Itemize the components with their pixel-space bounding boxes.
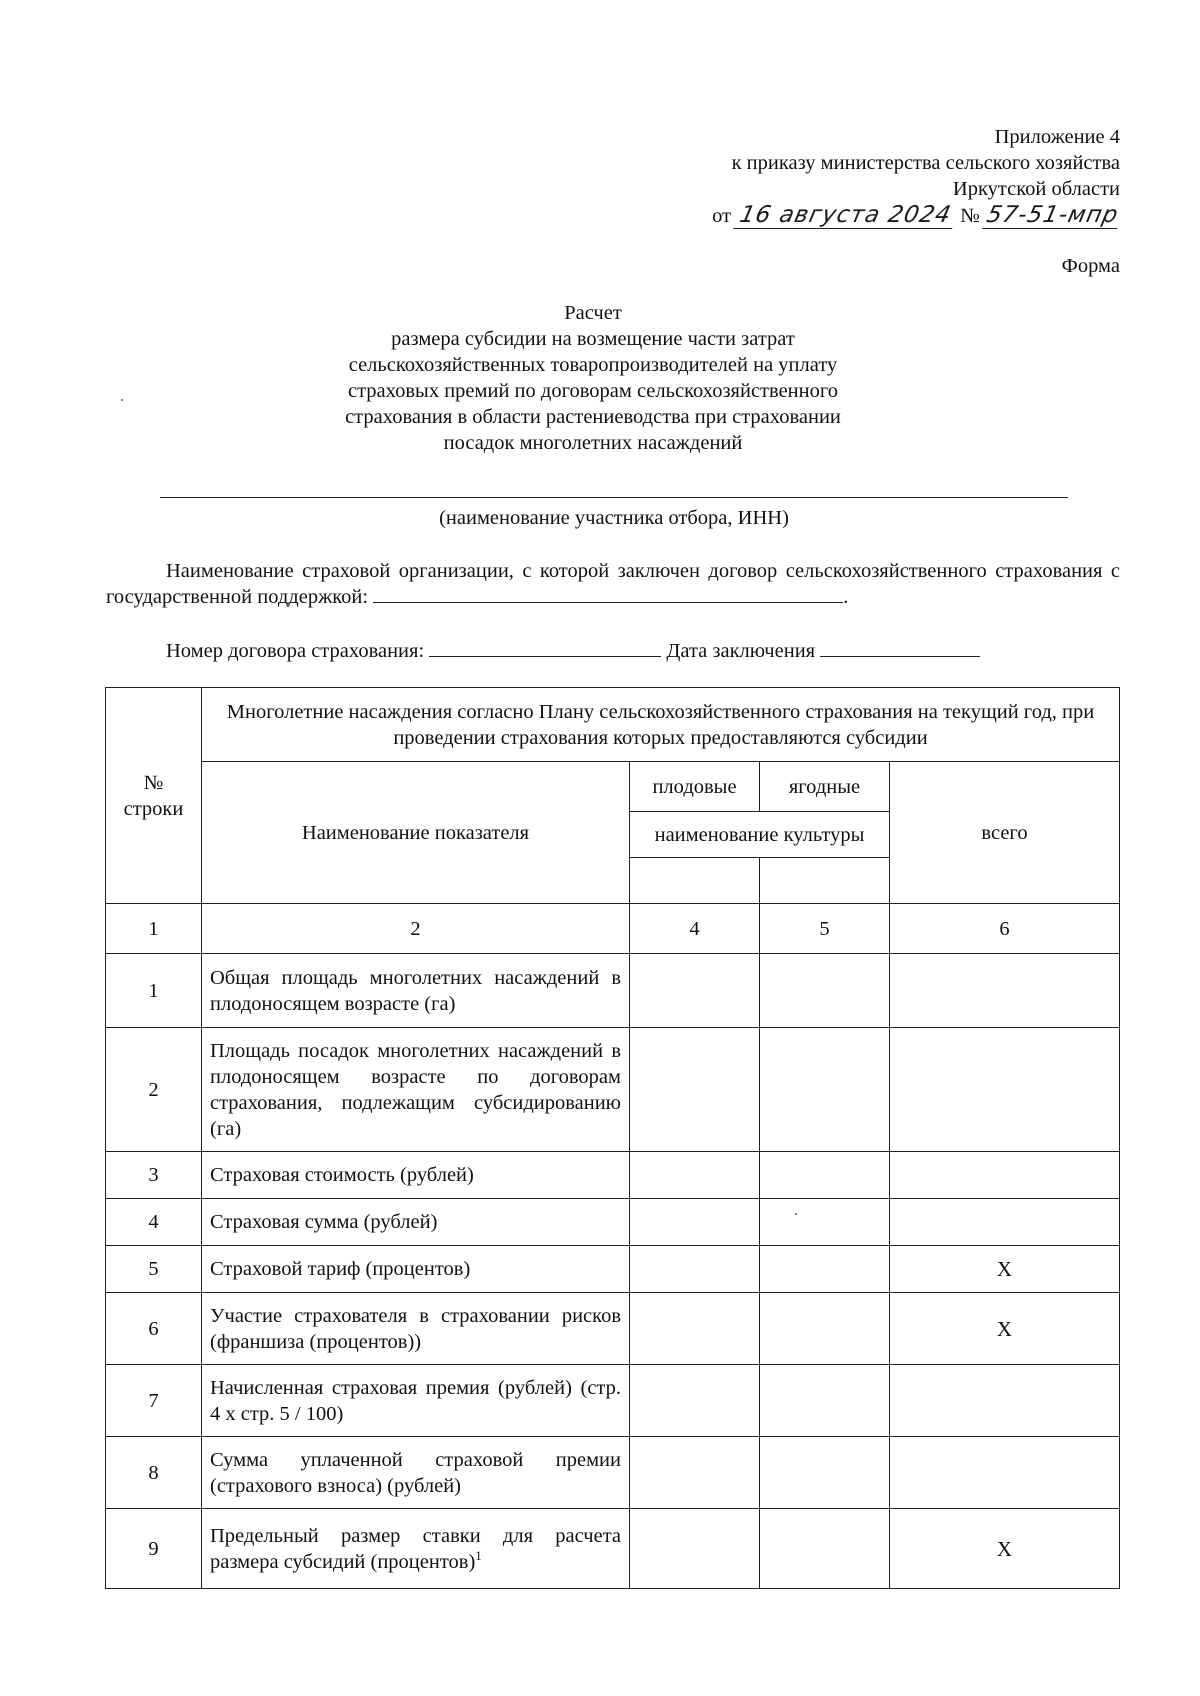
fruit-value-cell[interactable] <box>630 1293 760 1365</box>
title-line-3: сельскохозяйственных товаропроизводителей на уплату <box>348 354 838 376</box>
title-line-6: посадок многолетних насаждений <box>443 432 743 454</box>
total-value-cell[interactable] <box>890 1437 1120 1509</box>
table-row <box>106 954 1120 1028</box>
contract-number-label: Номер договора страхования: <box>166 640 425 662</box>
row-number: 3 <box>106 1152 202 1199</box>
culture-berry-cell[interactable] <box>760 858 890 904</box>
title-line-4: страховых премий по договорам сельскохозяйственного <box>347 380 839 402</box>
appendix-title: Приложение 4 <box>994 126 1120 148</box>
row-indicator: Страховой тариф (процентов) <box>202 1246 630 1293</box>
participant-caption: (наименование участника отбора, ИНН) <box>439 507 789 529</box>
table-row <box>106 1246 1120 1293</box>
fruit-value-cell[interactable] <box>630 1365 760 1437</box>
row-number: 5 <box>106 1246 202 1293</box>
order-date-number-line <box>712 202 1120 238</box>
row-number: 1 <box>106 954 202 1028</box>
row-indicator: Общая площадь многолетних насаждений в плодоносящем возрасте (га) <box>202 954 630 1028</box>
total-value-cell[interactable] <box>890 1152 1120 1199</box>
row-number: 2 <box>106 1028 202 1152</box>
table-row <box>106 1293 1120 1365</box>
row-number: 8 <box>106 1437 202 1509</box>
berry-value-cell[interactable] <box>760 1509 890 1589</box>
fruit-value-cell[interactable] <box>630 954 760 1028</box>
header-culture-name: наименование культуры <box>630 812 890 858</box>
document-title <box>318 300 868 456</box>
order-number-label: № <box>960 205 980 227</box>
header-fruit: плодовые <box>630 762 760 812</box>
participant-input-line[interactable] <box>160 497 1068 498</box>
row-indicator: Участие страхователя в страховании рисков (франшиза (процентов)) <box>202 1293 630 1365</box>
total-value-cell[interactable] <box>890 954 1120 1028</box>
subsidy-calculation-table <box>105 687 1120 1589</box>
contract-date-input-line[interactable] <box>820 638 980 657</box>
scan-speck <box>795 1213 797 1215</box>
column-number: 6 <box>890 904 1120 954</box>
table-row <box>106 1028 1120 1152</box>
column-number: 1 <box>106 904 202 954</box>
fruit-value-cell[interactable] <box>630 1199 760 1246</box>
berry-value-cell[interactable] <box>760 1152 890 1199</box>
contract-number-input-line[interactable] <box>429 638 661 657</box>
table-row <box>106 1152 1120 1199</box>
footnote-marker: 1 <box>475 1547 482 1563</box>
culture-fruit-cell[interactable] <box>630 858 760 904</box>
appendix-header <box>712 124 1120 238</box>
row-indicator: Сумма уплаченной страховой премии (страхового взноса) (рублей) <box>202 1437 630 1509</box>
fruit-value-cell[interactable] <box>630 1246 760 1293</box>
column-number: 4 <box>630 904 760 954</box>
order-date-handwritten: 16 августа 2024 <box>733 202 958 229</box>
total-not-applicable-mark: Х <box>890 1246 1120 1293</box>
title-line-2: размера субсидии на возмещение части затрат <box>391 328 795 350</box>
title-line-1: Расчет <box>564 302 622 324</box>
order-from-label: от <box>712 205 732 227</box>
insurer-label: Наименование страховой организации, с которой заключен договор сельскохозяйственного страхования с государственной поддержкой: <box>106 560 1120 608</box>
appendix-order-ref: к приказу министерства сельского хозяйства <box>731 152 1120 174</box>
header-row-number: № строки <box>106 688 202 904</box>
berry-value-cell[interactable] <box>760 1365 890 1437</box>
row-indicator: Площадь посадок многолетних насаждений в плодоносящем возрасте по договорам страхования, подлежащим субсидированию (га) <box>202 1028 630 1152</box>
table-row <box>106 1365 1120 1437</box>
header-total: всего <box>890 762 1120 904</box>
contract-date-label: Дата заключения <box>666 640 816 662</box>
column-number-row <box>106 904 1120 954</box>
insurer-input-line[interactable] <box>373 584 843 603</box>
total-not-applicable-mark: Х <box>890 1293 1120 1365</box>
insurer-paragraph: Наименование страховой организации, с которой заключен договор сельскохозяйственного страхования с государственной поддержкой: . <box>106 560 1120 608</box>
table-row <box>106 1437 1120 1509</box>
title-line-5: страхования в области растениеводства при страховании <box>345 406 841 428</box>
total-not-applicable-mark: Х <box>890 1509 1120 1589</box>
berry-value-cell[interactable] <box>760 1199 890 1246</box>
table-row <box>106 1509 1120 1589</box>
contract-line <box>166 638 980 664</box>
row-indicator <box>202 1509 630 1589</box>
row-indicator: Начисленная страховая премия (рублей) (стр. 4 х стр. 5 / 100) <box>202 1365 630 1437</box>
row-number: 4 <box>106 1199 202 1246</box>
header-berry: ягодные <box>760 762 890 812</box>
row-number: 7 <box>106 1365 202 1437</box>
header-indicator-name: Наименование показателя <box>202 762 630 904</box>
column-number: 5 <box>760 904 890 954</box>
appendix-region: Иркутской области <box>952 178 1120 200</box>
form-label: Форма <box>1061 255 1120 277</box>
row-number: 6 <box>106 1293 202 1365</box>
scan-speck <box>121 399 123 401</box>
berry-value-cell[interactable] <box>760 1028 890 1152</box>
total-value-cell[interactable] <box>890 1365 1120 1437</box>
row-number: 9 <box>106 1509 202 1589</box>
berry-value-cell[interactable] <box>760 1437 890 1509</box>
berry-value-cell[interactable] <box>760 1293 890 1365</box>
fruit-value-cell[interactable] <box>630 1152 760 1199</box>
table-row <box>106 1199 1120 1246</box>
row-indicator-text: Предельный размер ставки для расчета размера субсидий (процентов) <box>210 1524 621 1573</box>
fruit-value-cell[interactable] <box>630 1509 760 1589</box>
total-value-cell[interactable] <box>890 1028 1120 1152</box>
row-indicator: Страховая стоимость (рублей) <box>202 1152 630 1199</box>
total-value-cell[interactable] <box>890 1199 1120 1246</box>
fruit-value-cell[interactable] <box>630 1437 760 1509</box>
header-group: Многолетние насаждения согласно Плану сельскохозяйственного страхования на текущий год, при проведении страхования которых предоставляются субсидии <box>202 688 1120 762</box>
row-indicator: Страховая сумма (рублей) <box>202 1199 630 1246</box>
column-number: 2 <box>202 904 630 954</box>
berry-value-cell[interactable] <box>760 954 890 1028</box>
berry-value-cell[interactable] <box>760 1246 890 1293</box>
fruit-value-cell[interactable] <box>630 1028 760 1152</box>
order-number-handwritten: 57-51-мпр <box>982 202 1123 229</box>
